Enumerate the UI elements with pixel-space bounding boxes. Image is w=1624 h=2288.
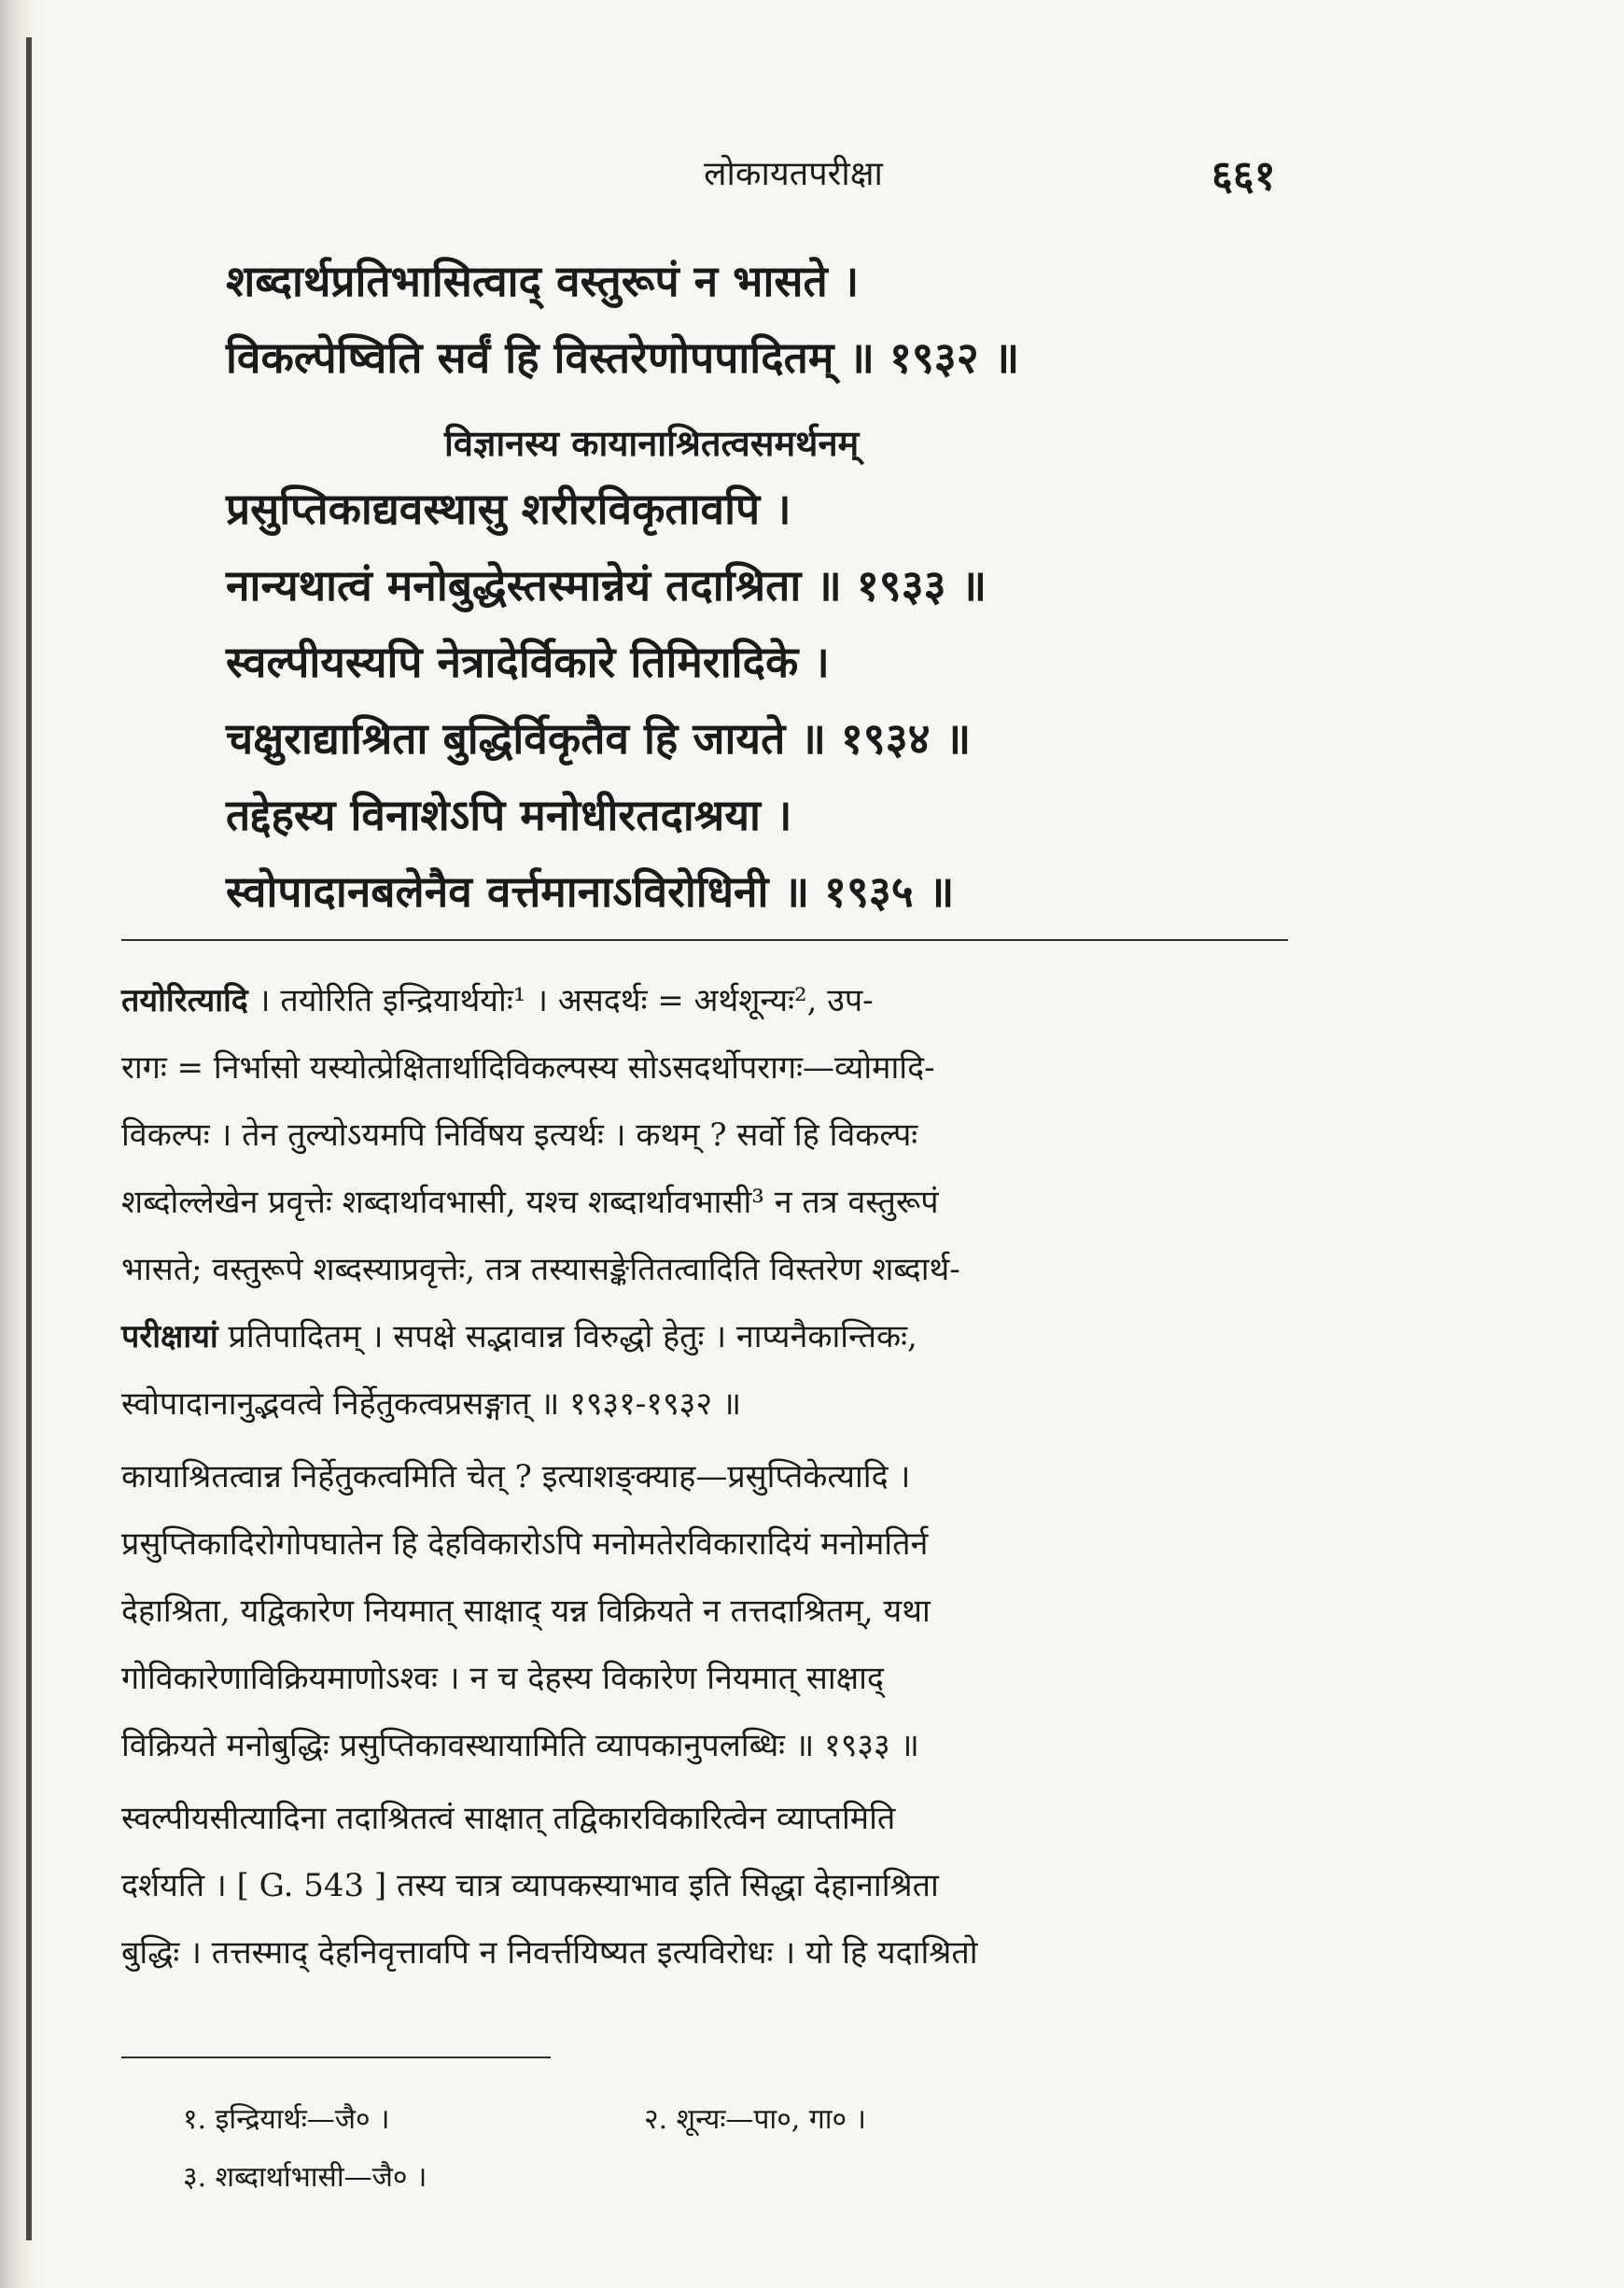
commentary-text: भासते; वस्तुरूपे शब्दस्याप्रवृत्तेः, तत्र तस्यासङ्केतितत्वादिति विस्तरेण शब्दार्थ- [121, 1251, 960, 1288]
commentary-text: । तयोरिति इन्द्रियार्थयोः¹ । असदर्थः = अर्थशून्यः², उप- [247, 982, 874, 1019]
commentary-line [121, 1716, 1297, 1776]
commentary-line [121, 1923, 1297, 1983]
commentary-line [121, 1374, 1297, 1434]
section-heading: विज्ञानस्य कायानाश्रितत्वसमर्थनम् [444, 422, 860, 464]
page-binding-shadow [0, 0, 39, 2288]
commentary-line [121, 1649, 1297, 1708]
commentary-text: शब्दोल्लेखेन प्रवृत्तेः शब्दार्थावभासी, यश्च शब्दार्थावभासी³ न तत्र वस्तुरूपं [121, 1184, 939, 1221]
verse-line: स्वोपादानबलेनैव वर्त्तमानाऽविरोधिनी ॥ १९३५ ॥ [226, 866, 955, 917]
page-number: ६६१ [1211, 152, 1276, 200]
commentary-line [121, 1172, 1297, 1232]
commentary-line [121, 1447, 1297, 1507]
commentary-line [121, 1307, 1297, 1367]
commentary-text: प्रसुप्तिकादिरोगोपघातेन हि देहविकारोऽपि मनोमतेरविकारादियं मनोमतिर्न [121, 1525, 929, 1563]
verse-line: चक्षुराद्याश्रिता बुद्धिर्विकृतैव हि जायते ॥ १९३४ ॥ [226, 713, 972, 764]
footnote: १. इन्द्रियार्थः—जै० । [183, 2103, 390, 2136]
commentary-line [121, 1240, 1297, 1299]
commentary-text: प्रतिपादितम् । सपक्षे सद्भावान्न विरुद्धो हेतुः । नाप्यनैकान्तिकः, [217, 1318, 917, 1355]
commentary-text: बुद्धिः । तत्तस्माद् देहनिवृत्तावपि न निवर्त्तयिष्यत इत्यविरोधः । यो हि यदाश्रितो [121, 1934, 978, 1972]
verse-line: नान्यथात्वं मनोबुद्धेस्तस्मान्नेयं तदाश्रिता ॥ १९३३ ॥ [226, 560, 987, 611]
binding-edge [26, 37, 32, 2240]
commentary-text: देहाश्रिता, यद्विकारेण नियमात् साक्षाद् यन्न विक्रियते न तत्तदाश्रितम्, यथा [121, 1593, 931, 1630]
commentary-text: दर्शयति । [ G. 543 ] तस्य चात्र व्यापकस्याभाव इति सिद्धा देहानाश्रिता [121, 1867, 939, 1904]
running-header-title: लोकायतपरीक्षा [704, 155, 883, 193]
verse-commentary-divider [121, 939, 1288, 941]
verse-line: स्वल्पीयस्यपि नेत्रादेर्विकारे तिमिरादिके । [226, 637, 830, 687]
commentary-line [121, 1514, 1297, 1574]
commentary-line [121, 1038, 1297, 1098]
commentary-line [121, 971, 1297, 1031]
commentary-text: गोविकारेणाविक्रियमाणोऽश्वः । न च देहस्य विकारेण नियमात् साक्षाद् [121, 1660, 884, 1697]
verse-line: शब्दार्थप्रतिभासित्वाद् वस्तुरूपं न भासते । [226, 256, 860, 306]
commentary-line [121, 1789, 1297, 1848]
commentary-line [121, 1581, 1297, 1641]
commentary-text: विक्रियते मनोबुद्धिः प्रसुप्तिकावस्थायामिति व्यापकानुपलब्धिः ॥ १९३३ ॥ [121, 1727, 919, 1764]
commentary-text: कायाश्रितत्वान्न निर्हेतुकत्वमिति चेत् ? इत्याशङ्क्याह—प्रसुप्तिकेत्यादि । [121, 1458, 911, 1495]
footnote-divider [121, 2056, 551, 2058]
verse-line: प्रसुप्तिकाद्यवस्थासु शरीरविकृतावपि । [226, 484, 791, 534]
verse-line: विकल्पेष्विति सर्वं हि विस्तरेणोपपादितम् ॥ १९३२ ॥ [226, 332, 1020, 383]
commentary-text: रागः = निर्भासो यस्योत्प्रेक्षितार्थादिविकल्पस्य सोऽसदर्थोपरागः—व्योमादि- [121, 1049, 935, 1087]
commentary-bold: परीक्षायां [121, 1318, 218, 1355]
commentary-text: स्वोपादानानुद्भवत्वे निर्हेतुकत्वप्रसङ्गात् ॥ १९३१-१९३२ ॥ [121, 1385, 742, 1423]
commentary-text: स्वल्पीयसीत्यादिना तदाश्रितत्वं साक्षात् तद्विकारविकारित्वेन व्याप्तमिति [121, 1800, 896, 1837]
verse-line: तद्देहस्य विनाशेऽपि मनोधीरतदाश्रया । [226, 790, 792, 840]
commentary-text: विकल्पः । तेन तुल्योऽयमपि निर्विषय इत्यर्थः । कथम् ? सर्वो हि विकल्पः [121, 1116, 918, 1154]
commentary-bold: तयोरित्यादि [121, 982, 248, 1019]
footnote: २. शून्यः—पा०, गा० । [644, 2103, 867, 2136]
commentary-line [121, 1105, 1297, 1165]
commentary-line [121, 1856, 1297, 1916]
footnote: ३. शब्दार्थाभासी—जै० । [183, 2161, 427, 2194]
